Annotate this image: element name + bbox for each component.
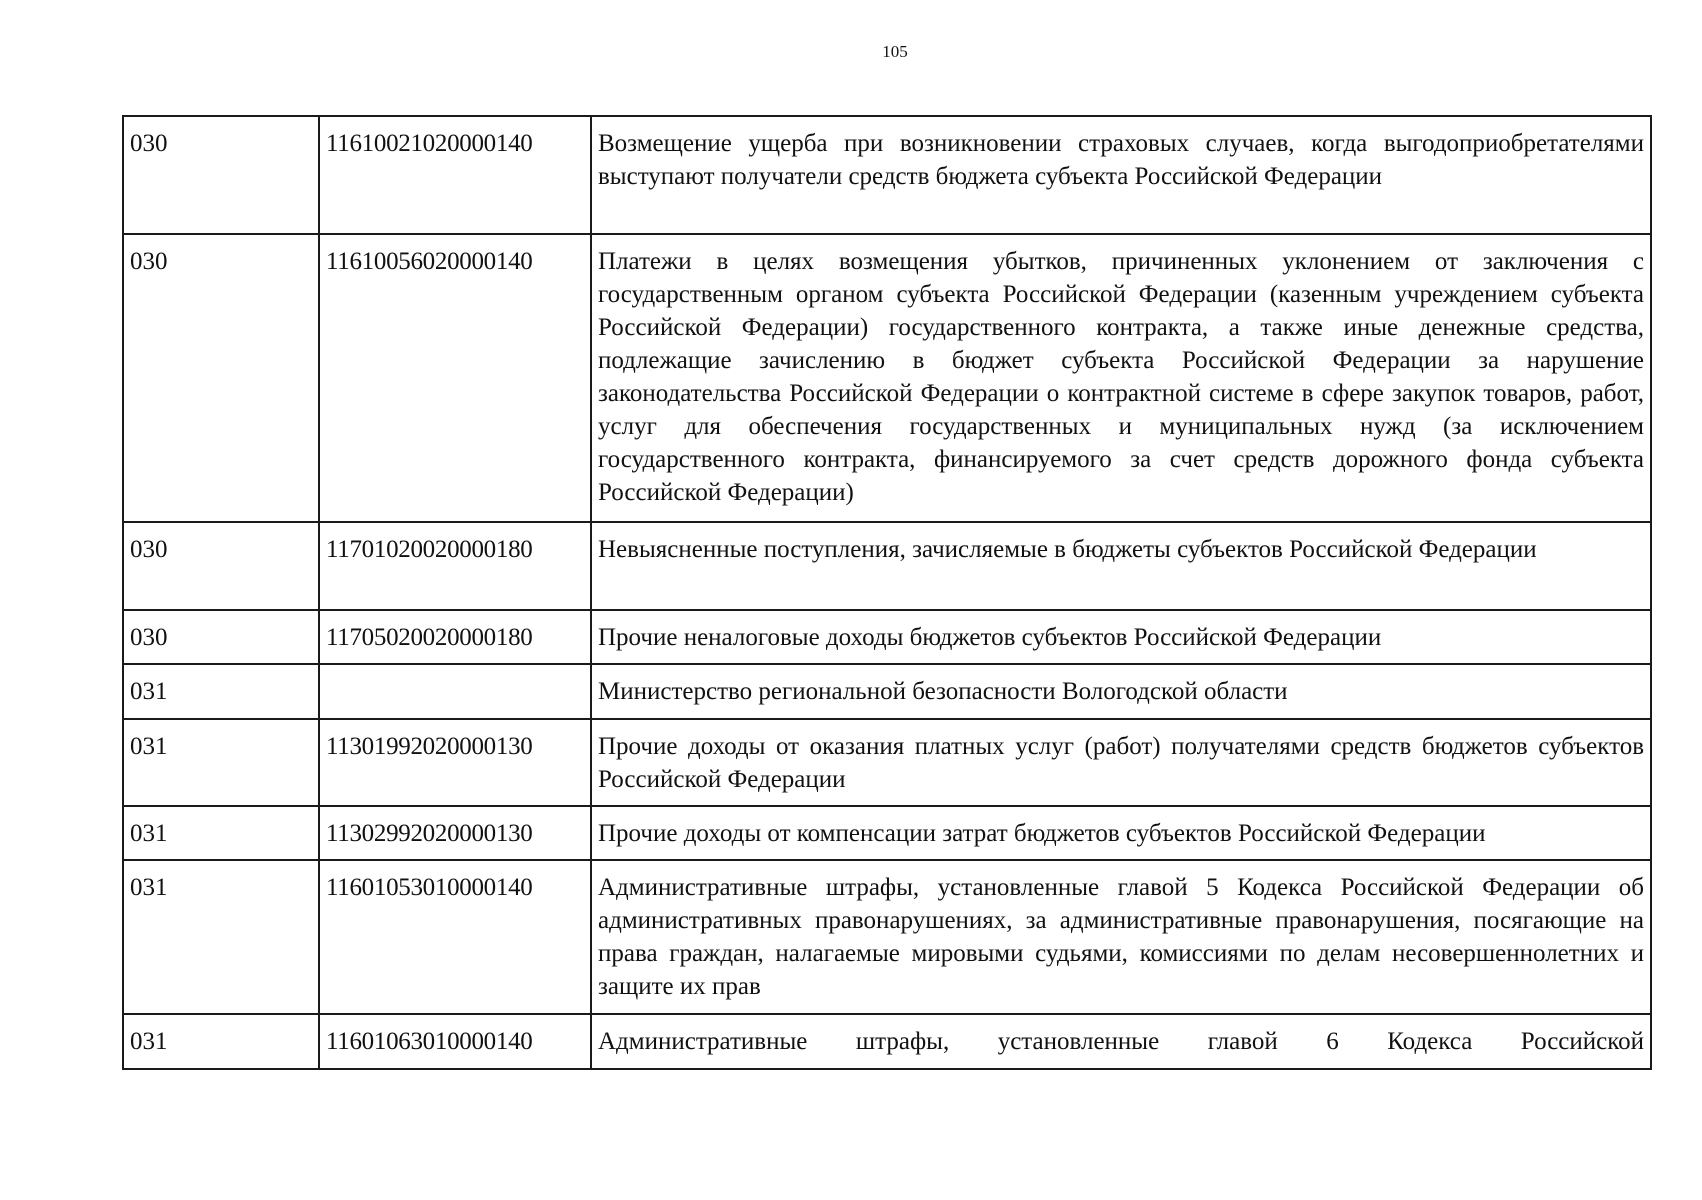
table-row: [123, 664, 1651, 719]
description-cell: Прочие неналоговые доходы бюджетов субъектов Российской Федерации: [591, 610, 1651, 664]
admin-code-cell: 030: [123, 610, 319, 664]
description-cell: Административные штрафы, установленные главой 5 Кодекса Российской Федерации об административных правонарушениях, за административные правонарушения, посягающие на права граждан, налагаемые мировыми судьями, комиссиями по делам несовершеннолетних и защите их прав: [591, 860, 1651, 1014]
budget-code-cell: 11610021020000140: [319, 116, 591, 234]
admin-code-cell: 030: [123, 116, 319, 234]
description-cell: Невыясненные поступления, зачисляемые в бюджеты субъектов Российской Федерации: [591, 522, 1651, 610]
description-cell: Прочие доходы от компенсации затрат бюджетов субъектов Российской Федерации: [591, 806, 1651, 860]
admin-code-cell: 030: [123, 522, 319, 610]
table-row: [123, 522, 1651, 610]
budget-code-cell: 11701020020000180: [319, 522, 591, 610]
page-number: 105: [882, 42, 908, 61]
description-cell: Прочие доходы от оказания платных услуг (работ) получателями средств бюджетов субъектов Российской Федерации: [591, 719, 1651, 806]
income-codes-table: [122, 115, 1652, 1070]
table-row: [123, 116, 1651, 234]
admin-code-cell: 031: [123, 664, 319, 719]
admin-code-cell: 031: [123, 719, 319, 806]
description-cell: Административные штрафы, установленные главой 6 Кодекса Российской: [591, 1014, 1651, 1069]
table-row: [123, 234, 1651, 522]
budget-code-cell: 11601063010000140: [319, 1014, 591, 1069]
table-row: [123, 1014, 1651, 1069]
description-cell: Возмещение ущерба при возникновении страховых случаев, когда выгодоприобретателями выступают получатели средств бюджета субъекта Российской Федерации: [591, 116, 1651, 234]
budget-code-cell: 11705020020000180: [319, 610, 591, 664]
table-row: [123, 860, 1651, 1014]
description-cell: Министерство региональной безопасности Вологодской области: [591, 664, 1651, 719]
admin-code-cell: 031: [123, 1014, 319, 1069]
admin-code-cell: 031: [123, 860, 319, 1014]
admin-code-cell: 030: [123, 234, 319, 522]
table-row: [123, 610, 1651, 664]
table-row: [123, 719, 1651, 806]
table-row: [123, 806, 1651, 860]
description-cell: Платежи в целях возмещения убытков, причиненных уклонением от заключения с государственным органом субъекта Российской Федерации (казенным учреждением субъекта Российской Федерации) государственного контракта, а также иные денежные средства, подлежащие зачислению в бюджет субъекта Российской Федерации за нарушение законодательства Российской Федерации о контрактной системе в сфере закупок товаров, работ, услуг для обеспечения государственных и муниципальных нужд (за исключением государственного контракта, финансируемого за счет средств дорожного фонда субъекта Российской Федерации): [591, 234, 1651, 522]
budget-code-cell: 11301992020000130: [319, 719, 591, 806]
budget-code-cell: [319, 664, 591, 719]
budget-code-cell: 11601053010000140: [319, 860, 591, 1014]
admin-code-cell: 031: [123, 806, 319, 860]
budget-code-cell: 11610056020000140: [319, 234, 591, 522]
budget-code-cell: 11302992020000130: [319, 806, 591, 860]
